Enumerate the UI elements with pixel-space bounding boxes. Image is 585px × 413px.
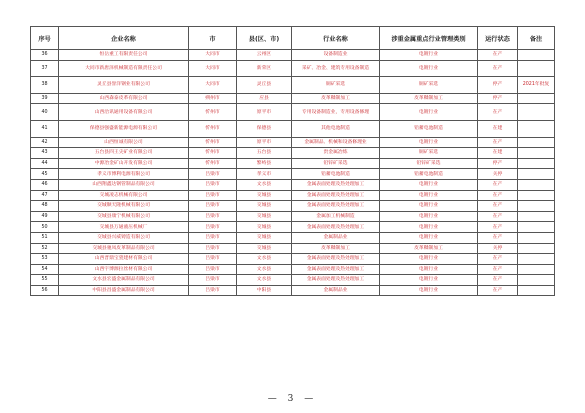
cell-city: 吕梁市 [189, 275, 237, 286]
cell-city: 忻州市 [189, 120, 237, 137]
cell-category: 电镀行业 [380, 50, 478, 61]
cell-status: 关停 [478, 169, 518, 180]
cell-note [518, 275, 555, 286]
cell-city: 大同市 [189, 50, 237, 61]
cell-enterprise-name: 文水县宏盛金属制品有限公司 [59, 275, 189, 286]
table-row [31, 232, 555, 243]
cell-seq: 44 [31, 158, 59, 169]
cell-enterprise-name: 五台县四王尖矿业有限公司 [59, 148, 189, 159]
enterprise-table-sheet [30, 26, 554, 296]
cell-note [518, 190, 555, 201]
table-row [31, 201, 555, 212]
cell-seq: 49 [31, 211, 59, 222]
cell-note [518, 285, 555, 296]
cell-note [518, 148, 555, 159]
cell-county: 交城县 [237, 222, 292, 233]
cell-status: 在产 [478, 264, 518, 275]
cell-category: 电镀行业 [380, 190, 478, 201]
cell-category: 铅锌矿采选 [380, 158, 478, 169]
cell-category: 铅蓄电池制造 [380, 169, 478, 180]
table-row [31, 275, 555, 286]
cell-city: 吕梁市 [189, 169, 237, 180]
table-row [31, 254, 555, 265]
cell-enterprise-name: 山西森泰皮革有限公司 [59, 93, 189, 104]
cell-category: 电镀行业 [380, 222, 478, 233]
cell-status: 在产 [478, 60, 518, 77]
cell-status: 在产 [478, 222, 518, 233]
cell-category: 电镀行业 [380, 232, 478, 243]
table-row [31, 169, 555, 180]
cell-category: 电镀行业 [380, 179, 478, 190]
cell-note [518, 264, 555, 275]
cell-enterprise-name: 交城县兴威铸造有限公司 [59, 232, 189, 243]
cell-industry: 金属表面处理及热处理加工 [292, 254, 380, 265]
cell-city: 吕梁市 [189, 201, 237, 212]
cell-status: 在建 [478, 120, 518, 137]
cell-seq: 45 [31, 169, 59, 180]
cell-note [518, 60, 555, 77]
cell-note [518, 222, 555, 233]
cell-county: 交城县 [237, 190, 292, 201]
cell-category: 电镀行业 [380, 104, 478, 121]
cell-county: 中阳县 [237, 285, 292, 296]
cell-county: 繁峙县 [237, 158, 292, 169]
table-row [31, 104, 555, 121]
cell-status: 停产 [478, 93, 518, 104]
table-row [31, 285, 555, 296]
cell-status: 在产 [478, 211, 518, 222]
cell-city: 忻州市 [189, 137, 237, 148]
cell-seq: 42 [31, 137, 59, 148]
cell-county: 文水县 [237, 275, 292, 286]
cell-city: 吕梁市 [189, 211, 237, 222]
cell-enterprise-name: 山西翔鑫达钢管制品有限公司 [59, 179, 189, 190]
cell-seq: 39 [31, 93, 59, 104]
cell-seq: 38 [31, 77, 59, 94]
cell-county: 新荣区 [237, 60, 292, 77]
cell-status: 停产 [478, 158, 518, 169]
cell-note [518, 93, 555, 104]
cell-status: 在产 [478, 232, 518, 243]
cell-city: 大同市 [189, 60, 237, 77]
cell-industry: 金属制品业 [292, 232, 380, 243]
cell-city: 忻州市 [189, 148, 237, 159]
cell-enterprise-name: 交城顺天隆机械有限公司 [59, 201, 189, 212]
cell-category: 电镀行业 [380, 275, 478, 286]
cell-enterprise-name: 山西宇博源拉丝材有限公司 [59, 264, 189, 275]
cell-note [518, 50, 555, 61]
cell-note [518, 243, 555, 254]
cell-enterprise-name: 中阳县昌盛金属制品有限公司 [59, 285, 189, 296]
cell-industry: 金属表面处理及热处理加工 [292, 264, 380, 275]
cell-category: 电镀行业 [380, 264, 478, 275]
cell-category: 电镀行业 [380, 285, 478, 296]
cell-seq: 36 [31, 50, 59, 61]
cell-industry: 采矿、冶金、建筑专用设备制造 [292, 60, 380, 77]
header-county: 县(区、市) [237, 27, 292, 50]
table-row [31, 148, 555, 159]
cell-county: 原平市 [237, 137, 292, 148]
table-row [31, 243, 555, 254]
cell-category: 铜矿采选 [380, 148, 478, 159]
header-note: 备注 [518, 27, 555, 50]
cell-note: 2021年批复 [518, 77, 555, 94]
cell-city: 吕梁市 [189, 232, 237, 243]
cell-industry: 专用设备制造业，专用设备修理 [292, 104, 380, 121]
cell-county: 孝义市 [237, 169, 292, 180]
cell-status: 关停 [478, 243, 518, 254]
cell-county: 文水县 [237, 254, 292, 265]
cell-city: 朔州市 [189, 93, 237, 104]
cell-status: 在产 [478, 50, 518, 61]
cell-status: 在产 [478, 179, 518, 190]
cell-status: 在产 [478, 104, 518, 121]
cell-status: 在产 [478, 201, 518, 212]
cell-note [518, 137, 555, 148]
cell-note [518, 232, 555, 243]
cell-enterprise-name: 大同市新唐泽机械制造有限责任公司 [59, 60, 189, 77]
cell-county: 应县 [237, 93, 292, 104]
table-row [31, 179, 555, 190]
cell-industry: 金属制品、机械和设备修理业 [292, 137, 380, 148]
header-category: 涉重金属重点行业管理类别 [380, 27, 478, 50]
table-header-row [31, 27, 555, 50]
cell-enterprise-name: 交城县康宁机械有限公司 [59, 211, 189, 222]
table-row [31, 93, 555, 104]
cell-category: 电镀行业 [380, 254, 478, 265]
cell-seq: 51 [31, 232, 59, 243]
cell-enterprise-name: 山西洽讯通用设备有限公司 [59, 104, 189, 121]
table-row [31, 77, 555, 94]
cell-status: 在建 [478, 148, 518, 159]
cell-industry: 金属表面处理及热处理加工 [292, 179, 380, 190]
cell-enterprise-name: 中源冶金矿山开发有限公司 [59, 158, 189, 169]
cell-industry: 设备制造业 [292, 50, 380, 61]
cell-note [518, 104, 555, 121]
cell-note [518, 254, 555, 265]
table-row [31, 190, 555, 201]
cell-note [518, 179, 555, 190]
table-row [31, 264, 555, 275]
cell-enterprise-name: 山西晋鼎宝瓷建材有限公司 [59, 254, 189, 265]
cell-enterprise-name: 交城县万通液压机械厂 [59, 222, 189, 233]
cell-industry: 金属表面处理及热处理加工 [292, 190, 380, 201]
cell-status: 在产 [478, 190, 518, 201]
cell-industry: 金属表面处理及热处理加工 [292, 201, 380, 212]
enterprise-table [30, 26, 555, 296]
header-status: 运行状态 [478, 27, 518, 50]
cell-city: 吕梁市 [189, 254, 237, 265]
cell-seq: 52 [31, 243, 59, 254]
table-row [31, 120, 555, 137]
cell-county: 交城县 [237, 211, 292, 222]
cell-category: 皮革鞣制加工 [380, 243, 478, 254]
cell-industry: 金属制品业 [292, 285, 380, 296]
cell-category: 电镀行业 [380, 137, 478, 148]
cell-seq: 56 [31, 285, 59, 296]
cell-city: 吕梁市 [189, 243, 237, 254]
cell-county: 交城县 [237, 201, 292, 212]
cell-industry: 铜矿采选 [292, 77, 380, 94]
cell-note [518, 120, 555, 137]
cell-industry: 金属加工机械制造 [292, 211, 380, 222]
cell-seq: 53 [31, 254, 59, 265]
cell-seq: 40 [31, 104, 59, 121]
cell-seq: 48 [31, 201, 59, 212]
cell-county: 灵丘县 [237, 77, 292, 94]
cell-county: 文水县 [237, 179, 292, 190]
cell-seq: 41 [31, 120, 59, 137]
cell-seq: 46 [31, 179, 59, 190]
cell-industry: 铅蓄电池制造 [292, 169, 380, 180]
header-enterprise-name: 企业名称 [59, 27, 189, 50]
cell-county: 文水县 [237, 264, 292, 275]
cell-city: 吕梁市 [189, 264, 237, 275]
cell-county: 云州区 [237, 50, 292, 61]
table-row [31, 158, 555, 169]
table-row [31, 211, 555, 222]
header-city: 市 [189, 27, 237, 50]
cell-enterprise-name: 灵丘县誉洋钢业有限公司 [59, 77, 189, 94]
cell-city: 吕梁市 [189, 190, 237, 201]
cell-city: 大同市 [189, 77, 237, 94]
cell-county: 交城县 [237, 243, 292, 254]
cell-city: 忻州市 [189, 104, 237, 121]
cell-industry: 其他电池制造 [292, 120, 380, 137]
cell-category: 电镀行业 [380, 211, 478, 222]
cell-category: 电镀行业 [380, 60, 478, 77]
cell-city: 忻州市 [189, 158, 237, 169]
cell-seq: 50 [31, 222, 59, 233]
table-row [31, 60, 555, 77]
cell-category: 铜矿采选 [380, 77, 478, 94]
cell-enterprise-name: 山西恒诚有限公司 [59, 137, 189, 148]
cell-enterprise-name: 交城县驰凤皮革制品有限公司 [59, 243, 189, 254]
cell-industry: 皮革鞣制加工 [292, 93, 380, 104]
table-row [31, 222, 555, 233]
cell-seq: 37 [31, 60, 59, 77]
cell-category: 电镀行业 [380, 201, 478, 212]
page-number: — 3 — [267, 394, 318, 404]
cell-city: 吕梁市 [189, 179, 237, 190]
header-seq: 序号 [31, 27, 59, 50]
table-body [31, 50, 555, 296]
cell-seq: 54 [31, 264, 59, 275]
cell-status: 在产 [478, 285, 518, 296]
cell-industry: 皮革鞣制加工 [292, 243, 380, 254]
cell-status: 在产 [478, 275, 518, 286]
cell-note [518, 158, 555, 169]
cell-industry: 金属表面处理及热处理加工 [292, 275, 380, 286]
cell-note [518, 201, 555, 212]
cell-seq: 47 [31, 190, 59, 201]
cell-county: 原平市 [237, 104, 292, 121]
cell-enterprise-name: 孝义市博利电源有限公司 [59, 169, 189, 180]
cell-status: 在产 [478, 254, 518, 265]
cell-enterprise-name: 恒岳重工有限责任公司 [59, 50, 189, 61]
cell-category: 皮革鞣制加工 [380, 93, 478, 104]
cell-seq: 55 [31, 275, 59, 286]
cell-county: 保德县 [237, 120, 292, 137]
cell-note [518, 169, 555, 180]
cell-county: 交城县 [237, 232, 292, 243]
cell-city: 吕梁市 [189, 222, 237, 233]
cell-industry: 金属表面处理及热处理加工 [292, 222, 380, 233]
header-industry: 行业名称 [292, 27, 380, 50]
cell-status: 停产 [478, 77, 518, 94]
cell-city: 吕梁市 [189, 285, 237, 296]
cell-enterprise-name: 交城凌志机械有限公司 [59, 190, 189, 201]
table-row [31, 137, 555, 148]
cell-status: 在产 [478, 137, 518, 148]
cell-note [518, 211, 555, 222]
cell-industry: 铅锌矿采选 [292, 158, 380, 169]
cell-category: 铅蓄电池制造 [380, 120, 478, 137]
cell-industry: 贵金属冶炼 [292, 148, 380, 159]
cell-county: 五台县 [237, 148, 292, 159]
cell-seq: 43 [31, 148, 59, 159]
table-row [31, 50, 555, 61]
cell-enterprise-name: 保德县强盛新能源电源有限公司 [59, 120, 189, 137]
